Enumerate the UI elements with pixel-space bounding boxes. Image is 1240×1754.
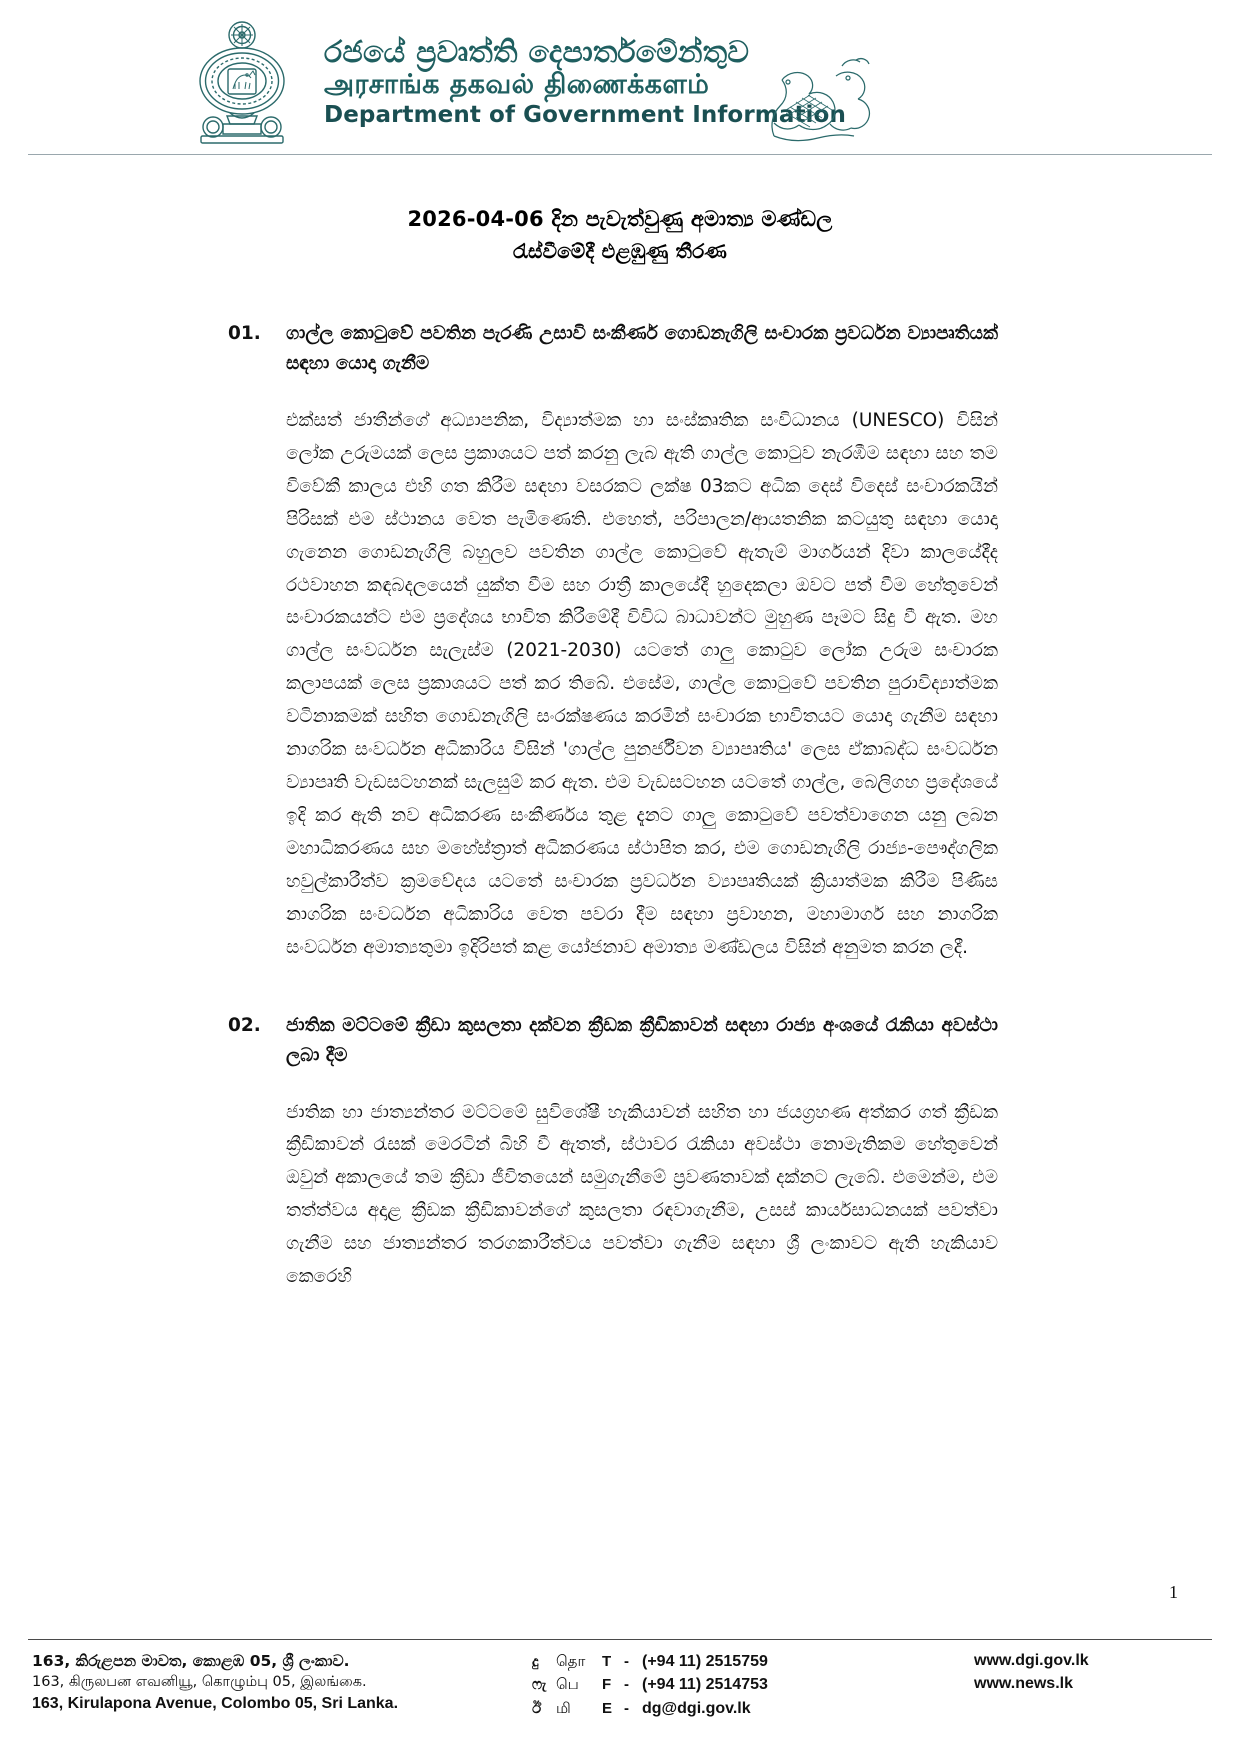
sri-lanka-national-emblem-icon [182,19,302,145]
document-header [0,0,1240,150]
footer-fax-label-sinhala: ෆැ [532,1675,547,1694]
footer-website-dgi[interactable]: www.dgi.gov.lk [974,1651,1089,1669]
footer-email-row [532,1697,952,1720]
footer-email-label-english: E [602,1699,613,1717]
footer-phone-value[interactable]: (+94 11) 2515759 [642,1652,768,1670]
decision-item-02 [0,1011,1240,1294]
footer-fax-label-english: F [602,1676,612,1694]
document-title-line2: රැස්වීමේදී එළඹුණු තීරණ [512,239,728,263]
footer-fax-dash: - [624,1676,629,1694]
header-divider [28,154,1212,155]
footer-phone-label-english: T [602,1652,612,1670]
footer-address-english: 163, Kirulapona Avenue, Colombo 05, Sri Lanka. [32,1694,399,1712]
footer-contact-block [532,1650,952,1720]
footer-phone-label-tamil: தொ [556,1651,586,1670]
footer-address-tamil: 163, கிருலபன எவனியூ, கொழும்பு 05, இலங்கை. [32,1673,367,1690]
footer-fax-value: (+94 11) 2514753 [642,1676,768,1694]
footer-email-dash: - [624,1699,629,1717]
header-title-tamil: அரசாங்க தகவல் திணைக்களம் [324,69,710,101]
footer-website-block [952,1650,1204,1695]
header-title-english: Department of Government Information [324,101,846,128]
footer-phone-label-sinhala: දු [532,1651,539,1670]
footer-address-sinhala: 163, කිරුළපන මාවත, කොළඹ 05, ශ්‍රී ලංකාව. [32,1651,350,1670]
decision-item-01-number: 01. [228,323,261,344]
document-footer [0,1639,1240,1720]
header-title-sinhala: රජයේ ප්‍රවෘත්ති දෙපාර්තමේන්තුව [324,34,750,70]
decision-item-01-header [228,319,998,379]
decision-item-02-body: ජාතික හා ජාත්‍යන්තර මට්ටමේ සුවිශේෂී හැකියාවන් සහිත හා ජයග්‍රහණ අත්කර ගත් ක්‍රීඩක ක්‍රීඩිකාවන් රැසක් මෙරටින් බිහි වී ඇතත්, ස්ථාවර රැකියා අවස්ථා නොමැතිකම හේතුවෙන් ඔවුන් අකාලයේ තම ක්‍රීඩා ජීවිතයෙන් සමුගැනීමේ ප්‍රවණතාවක් දක්නට ලැබේ. එමෙන්ම, එම තත්ත්වය අදාළ ක්‍රීඩක ක්‍රීඩිකාවන්ගේ කුසලතා රඳවාගැනීම, උසස් කාර්යසාධනයක් පවත්වා ගැනීම සහ ජාත්‍යන්තර තරගකාරීත්වය පවත්වා ගැනීම සඳහා ශ්‍රී ලංකාවට ඇති හැකියාව කෙරෙහි [286,1101,998,1288]
document-body [0,319,1240,1294]
document-title-line1: 2026-04-06 දින පැවැත්වුණු අමාත්‍ය මණ්ඩල [407,207,833,231]
footer-phone-row [532,1650,952,1673]
footer-phone-dash: - [624,1652,629,1670]
footer-fax-label-tamil: பெ [556,1675,579,1694]
decision-item-01-heading: ගාල්ල කොටුවේ පවතින පැරණි උසාවි සංකීර්ණ ගොඩනැගිලි සංචාරක ප්‍රවර්ධන ව්‍යාපෘතියක් සඳහා යොදා ගැනීම [286,323,998,374]
decision-item-01-body: එක්සත් ජාතීන්ගේ අධ්‍යාපනික, විද්‍යාත්මක හා සංස්කෘතික සංවිධානය (UNESCO) විසින් ලෝක උරුමයක් ලෙස ප්‍රකාශයට පත් කරනු ලැබ ඇති ගාල්ල කොටුව නැරඹීම සඳහා සහ තම විවේකී කාලය එහි ගත කිරීම සඳහා වසරකට ලක්ෂ 03කට අධික දෙස් විදෙස් සංචාරකයින් පිරිසක් එම ස්ථානය වෙත පැමිණෙති. එහෙත්, පරිපාලන/ආයතනික කටයුතු සඳහා යොදා ගැනෙන ගොඩනැගිලි බහුලව පවතින ගාල්ල කොටුවේ ඇතැම් මාර්ගයන් දිවා කාලයේදීද රථවාහන කඳබදලයෙන් යුක්ත වීම සහ රාත්‍රී කාලයේදී හුදෙකලා ඔවට පත් වීම හේතුවෙන් සංචාරකයන්ට එම ප්‍රදේශය භාවිත කිරීමේදී විවිධ බාධාවන්ට මුහුණ පෑමට සිදු වී ඇත. මහ ගාල්ල සංවර්ධන සැලැස්ම (2021-2030) යටතේ ගාලු කොටුව ලෝක උරුම සංචාරක කලාපයක් ලෙස ප්‍රකාශයට පත් කර තිබේ. එසේම, ගාල්ල කොටුවේ පවතින පුරාවිද්‍යාත්මක වටිනාකමක් සහිත ගොඩනැගිලි සංරක්ෂණය කරමින් සංචාරක භාවිතයට යොදා ගැනීම සඳහා නාගරික සංවර්ධන අධිකාරිය විසින් 'ගාල්ල පුනර්ජීවන ව්‍යාපෘතිය' ලෙස ඒකාබද්ධ සංවර්ධන ව්‍යාපෘති වැඩසටහනක් සැලසුම් කර ඇත. එම වැඩසටහන යටතේ ගාල්ල, බෙලිගහ ප්‍රදේශයේ ඉදි කර ඇති නව අධිකරණ සංකීර්ණය තුළ දැනට ගාලු කොටුවේ පවත්වාගෙන යනු ලබන මහාධිකරණය සහ මහේස්ත්‍රාත් අධිකරණය ස්ථාපිත කර, එම ගොඩනැගිලි රාජ්‍ය-පෞද්ගලික හවුල්කාරීත්ව ක්‍රමවේදය යටතේ සංචාරක ප්‍රවර්ධන ව්‍යාපෘතියක් ක්‍රියාත්මක කිරීම පිණිස නාගරික සංවර්ධන අධිකාරිය වෙත පවරා දීම සඳහා ප්‍රවාහන, මහාමාර්ග සහ නාගරික සංවර්ධන අමාත්‍යතුමා ඉදිරිපත් කළ යෝජනාව අමාත්‍ය මණ්ඩලය විසින් අනුමත කරන ලදී. [286,409,998,958]
decision-item-01 [0,319,1240,965]
footer-address-block [32,1650,532,1715]
footer-website-news[interactable]: www.news.lk [974,1674,1073,1692]
item-spacer [0,971,1240,1011]
document-title-block [0,207,1240,263]
decision-item-02-number: 02. [228,1014,261,1036]
footer-email-label-sinhala: ඊ [532,1698,542,1717]
decision-item-02-heading: ජාතික මට්ටමේ ක්‍රීඩා කුසලතා දක්වන ක්‍රීඩක ක්‍රීඩිකාවන් සඳහා රාජ්‍ය අංශයේ රැකියා අවස්ථා ලබා දීම [286,1014,998,1066]
page-number: 1 [1169,1582,1178,1602]
footer-fax-row [532,1673,952,1696]
footer-email-label-tamil: மி [556,1698,571,1717]
ornamental-lion-crest-icon [752,52,882,148]
decision-item-02-header [228,1011,998,1071]
footer-email-value[interactable]: dg@dgi.gov.lk [642,1699,751,1717]
footer-divider [28,1639,1212,1640]
